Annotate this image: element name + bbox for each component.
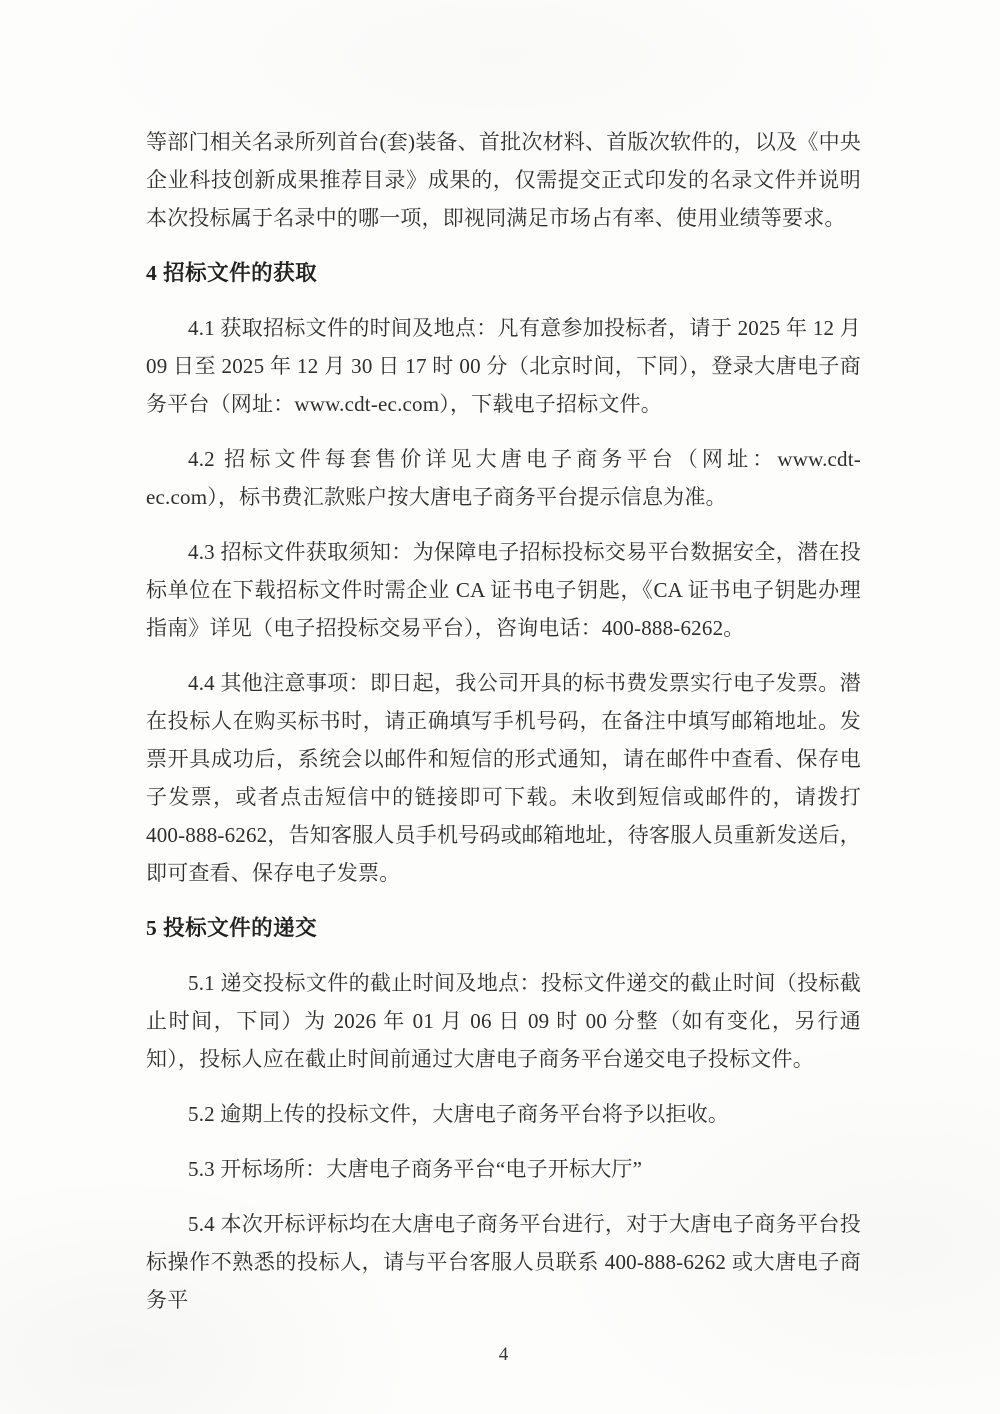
paragraph-5-4: 5.4 本次开标评标均在大唐电子商务平台进行，对于大唐电子商务平台投标操作不熟悉的投标人，请与平台客服人员联系 400-888-6262 或大唐电子商务平 bbox=[146, 1212, 861, 1312]
section-heading-4: 4 招标文件的获取 bbox=[146, 261, 318, 285]
paragraph-4-2: 4.2 招标文件每套售价详见大唐电子商务平台（网址：www.cdt-ec.com），标书费汇款账户按大唐电子商务平台提示信息为准。 bbox=[146, 447, 861, 509]
paragraph-5-2: 5.2 逾期上传的投标文件，大唐电子商务平台将予以拒收。 bbox=[188, 1102, 730, 1126]
paragraph-5-1: 5.1 递交投标文件的截止时间及地点：投标文件递交的截止时间（投标截止时间，下同）为 2026 年 01 月 06 日 09 时 00 分整（如有变化，另行通知），投标人应在截止时间前通过大唐电子商务平台递交电子投标文件。 bbox=[146, 971, 861, 1071]
paragraph-4-3: 4.3 招标文件获取须知：为保障电子招标投标交易平台数据安全，潜在投标单位在下载招标文件时需企业 CA 证书电子钥匙，《CA 证书电子钥匙办理指南》详见（电子招投标交易平台），咨询电话：400-888-6262。 bbox=[146, 540, 861, 640]
section-heading-5: 5 投标文件的递交 bbox=[146, 916, 318, 940]
paragraph-4-1: 4.1 获取招标文件的时间及地点：凡有意参加投标者，请于 2025 年 12 月 09 日至 2025 年 12 月 30 日 17 时 00 分（北京时间，下同），登录大唐电子商务平台（网址：www.cdt-ec.com），下载电子招标文件。 bbox=[146, 316, 861, 416]
intro-paragraph: 等部门相关名录所列首台(套)装备、首批次材料、首版次软件的，以及《中央企业科技创新成果推荐目录》成果的，仅需提交正式印发的名录文件并说明本次投标属于名录中的哪一项，即视同满足市场占有率、使用业绩等要求。 bbox=[146, 130, 861, 230]
paragraph-5-3: 5.3 开标场所：大唐电子商务平台“电子开标大厅” bbox=[188, 1157, 643, 1181]
paragraph-4-4: 4.4 其他注意事项：即日起，我公司开具的标书费发票实行电子发票。潜在投标人在购买标书时，请正确填写手机号码，在备注中填写邮箱地址。发票开具成功后，系统会以邮件和短信的形式通知，请在邮件中查看、保存电子发票，或者点击短信中的链接即可下载。未收到短信或邮件的，请拨打 400-888-6262，告知客服人员手机号码或邮箱地址，待客服人员重新发送后，即可查看、保存电子发票。 bbox=[146, 671, 861, 885]
page-number: 4 bbox=[498, 1344, 509, 1365]
